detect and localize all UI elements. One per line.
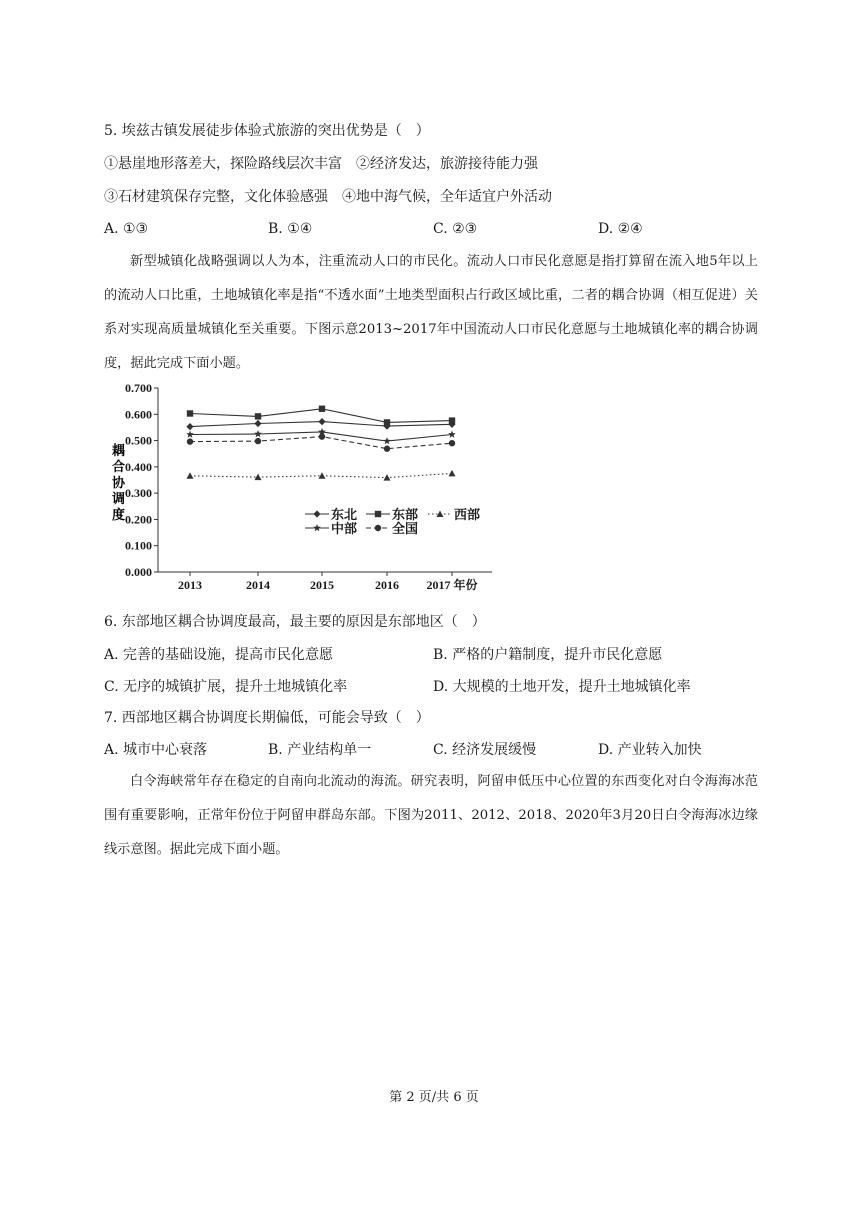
- data-point: [186, 431, 194, 438]
- q7-option-d: D. 产业转入加快: [598, 742, 702, 758]
- q6-option-c: C. 无序的城镇扩展，提升土地城镇化率: [104, 679, 348, 695]
- chart-axes: [154, 388, 492, 576]
- q6-stem: 6. 东部地区耦合协调度最高，最主要的原因是东部地区（ ）: [104, 614, 486, 630]
- chart-legend: [305, 507, 480, 536]
- coupling-chart: [100, 375, 520, 593]
- data-point: [255, 438, 261, 444]
- x-tick-label: 2016: [375, 578, 399, 592]
- q7-option-a: A. 城市中心衰落: [104, 742, 208, 758]
- legend-label: 全国: [392, 521, 419, 536]
- q7-option-c: C. 经济发展缓慢: [433, 742, 537, 758]
- y-tick-labels: [125, 381, 152, 579]
- legend-marker: [437, 511, 444, 518]
- data-point: [319, 433, 325, 439]
- q7-option-b: B. 产业结构单一: [268, 742, 372, 758]
- legend-label: 中部: [331, 521, 358, 536]
- q5-statement-1: ①悬崖地形落差大，探险路线层次丰富 ②经济发达，旅游接待能力强: [104, 156, 538, 172]
- chart-series: [186, 406, 456, 481]
- q5-option-a: A. ①③: [104, 221, 149, 237]
- legend-marker: [313, 524, 321, 531]
- y-tick-label: 0.000: [125, 565, 152, 579]
- y-tick-label: 0.200: [125, 512, 152, 527]
- q5-stem: 5. 埃兹古镇发展徒步体验式旅游的突出优势是（ ）: [104, 123, 430, 139]
- data-point: [448, 431, 456, 438]
- y-tick-label: 0.700: [125, 381, 152, 395]
- data-point: [318, 418, 325, 425]
- data-point: [186, 423, 193, 430]
- data-point: [187, 410, 193, 416]
- data-point: [384, 419, 390, 425]
- q5-option-b: B. ①④: [268, 221, 313, 237]
- data-point: [255, 413, 261, 419]
- data-point: [449, 417, 455, 423]
- q5-option-d: D. ②④: [598, 221, 643, 237]
- data-point: [384, 474, 391, 481]
- legend-label: 东部: [392, 507, 419, 522]
- data-point: [449, 470, 456, 477]
- q7-stem: 7. 西部地区耦合协调度长期偏低，可能会导致（ ）: [104, 710, 430, 726]
- x-tick-label: 2014: [246, 578, 270, 592]
- data-point: [384, 446, 390, 452]
- data-point: [255, 474, 262, 481]
- data-point: [254, 420, 261, 427]
- q5-statement-2: ③石材建筑保存完整，文化体验感强 ④地中海气候，全年适宜户外活动: [104, 189, 552, 205]
- q6-option-d: D. 大规模的土地开发，提升土地城镇化率: [433, 679, 691, 695]
- y-tick-label: 0.500: [125, 433, 152, 448]
- y-tick-label: 0.400: [125, 459, 152, 474]
- data-point: [383, 437, 391, 444]
- data-point: [319, 472, 326, 479]
- page-footer: 第 2 页/共 6 页: [389, 1090, 479, 1105]
- data-point: [187, 472, 194, 479]
- passage-urbanization: 新型城镇化战略强调以人为本，注重流动人口的市民化。流动人口市民化意愿是指打算留在流入地5年以上的流动人口比重，土地城镇化率是指“不透水面”土地类型面积占行政区域比重，二者的耦合协调（相互促进）关系对实现高质量城镇化至关重要。下图示意2013~2017年中国流动人口市民化意愿与土地城镇化率的耦合协调度，据此完成下面小题。: [104, 254, 758, 371]
- x-tick-label: 2015: [310, 578, 334, 592]
- legend-label: 西部: [454, 507, 481, 522]
- q6-option-b: B. 严格的户籍制度，提升市民化意愿: [433, 647, 663, 663]
- x-tick-label: 2013: [178, 578, 202, 592]
- passage-bering-sea: 白令海峡常年存在稳定的自南向北流动的海流。研究表明，阿留申低压中心位置的东西变化对白令海海冰范围有重要影响，正常年份位于阿留申群岛东部。下图为2011、2012、2018、2020年3月20日白令海海冰边缘线示意图。据此完成下面小题。: [104, 774, 758, 857]
- y-tick-label: 0.300: [125, 486, 152, 501]
- legend-marker: [313, 510, 320, 517]
- data-point: [319, 406, 325, 412]
- y-tick-label: 0.600: [125, 407, 152, 422]
- series-全国: [187, 433, 455, 451]
- data-point: [254, 430, 262, 437]
- series-西部: [187, 470, 456, 481]
- data-point: [449, 440, 455, 446]
- y-axis-label: 耦合协调度: [112, 443, 126, 522]
- data-point: [187, 438, 193, 444]
- series-东北: [186, 418, 455, 430]
- x-tick-labels: [178, 577, 478, 592]
- legend-label: 东北: [331, 507, 358, 522]
- legend-marker: [375, 525, 381, 531]
- q6-option-a: A. 完善的基础设施，提高市民化意愿: [104, 647, 334, 663]
- legend-marker: [375, 511, 381, 517]
- q5-option-c: C. ②③: [433, 221, 478, 237]
- x-tick-label: 2017 年份: [426, 578, 478, 592]
- y-tick-label: 0.100: [125, 538, 152, 553]
